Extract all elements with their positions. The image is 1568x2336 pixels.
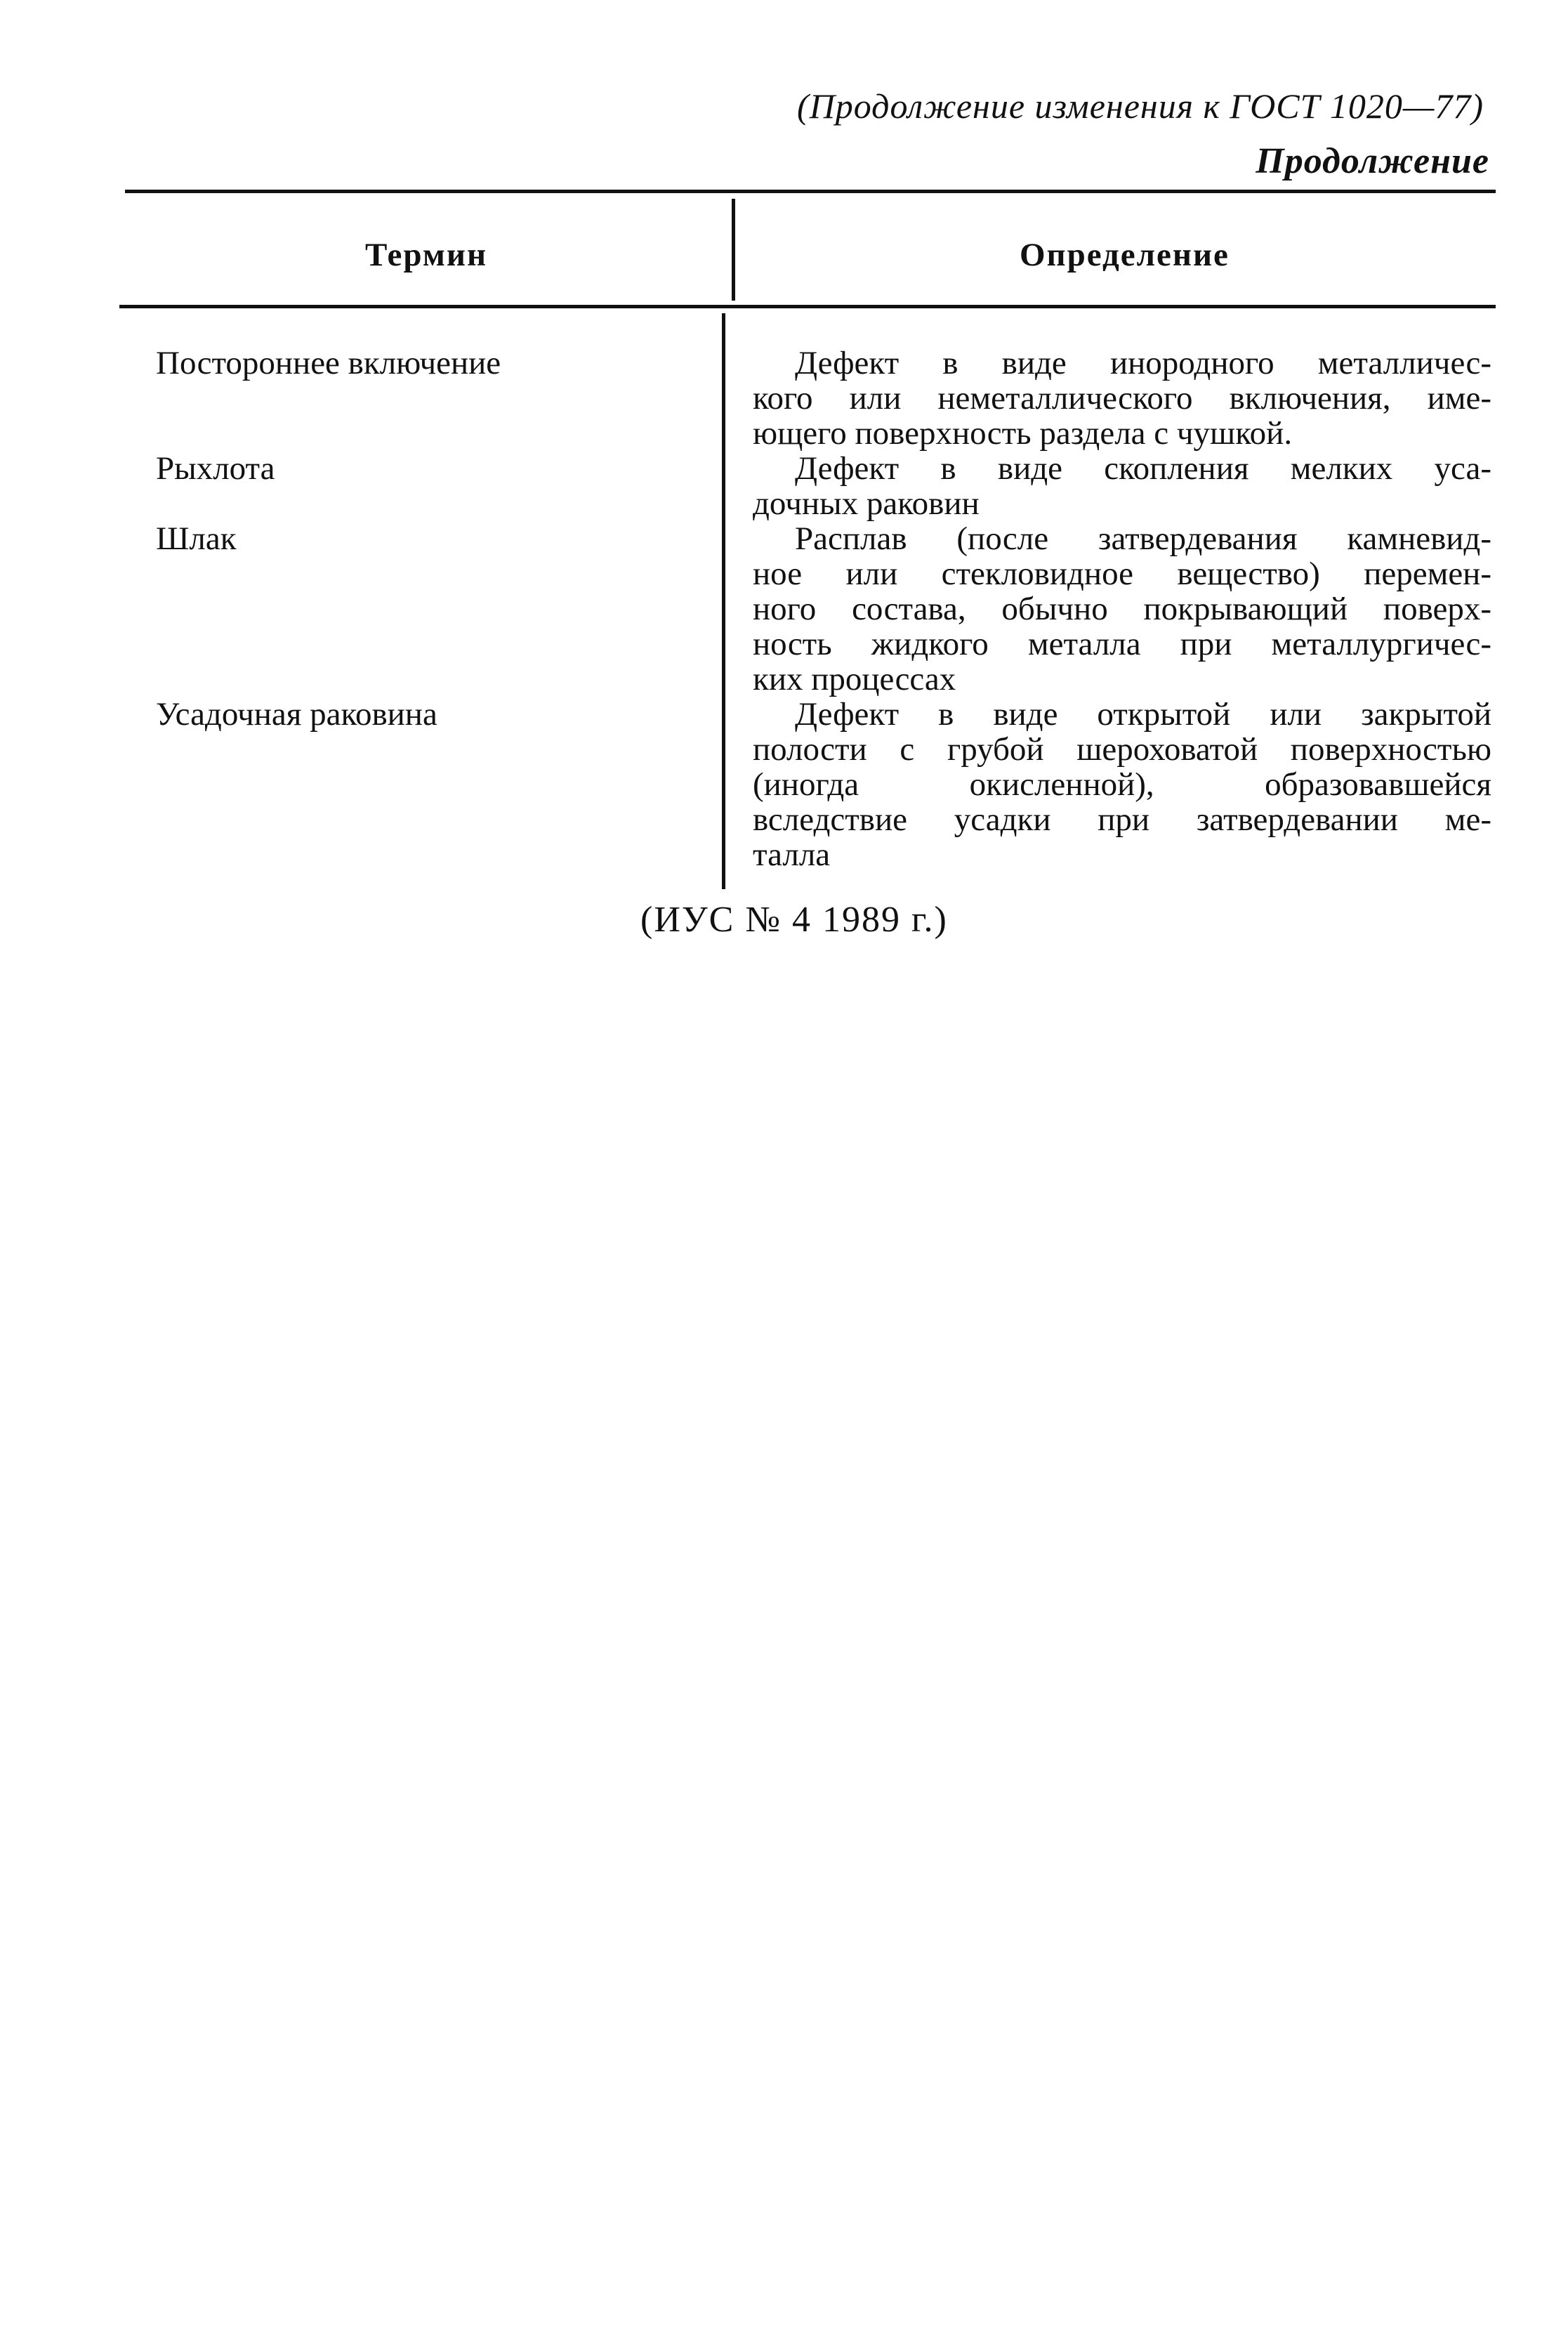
body-column-divider	[722, 313, 725, 889]
amendment-reference: (ИУС № 4 1989 г.)	[640, 900, 948, 940]
continuation-note: (Продолжение изменения к ГОСТ 1020—77)	[797, 86, 1484, 126]
definition-line: Дефект в виде инородного металличес-	[795, 345, 1491, 381]
definition-line: ких процессах	[753, 661, 956, 697]
definition-line: вследствие усадки при затвердевании ме-	[753, 801, 1491, 838]
term-cell: Постороннее включение	[156, 345, 501, 381]
header-column-divider	[732, 199, 735, 301]
definition-cell	[753, 521, 1491, 697]
definition-line: талла	[753, 836, 831, 873]
term-cell: Шлак	[156, 520, 237, 557]
table-header-rule	[119, 305, 1496, 308]
definition-line: ное или стекловидное вещество) перемен-	[753, 556, 1491, 592]
table-top-rule	[125, 190, 1496, 193]
definition-line: ного состава, обычно покрывающий поверх-	[753, 591, 1491, 627]
definition-line: кого или неметаллического включения, име-	[753, 380, 1491, 416]
definition-cell	[753, 451, 1491, 521]
column-header-definition: Определение	[1020, 237, 1230, 273]
definition-line: Расплав (после затвердевания камневид-	[795, 520, 1491, 557]
continuation-label: Продолжение	[1256, 141, 1489, 181]
definition-line: полости с грубой шероховатой поверхностью	[753, 731, 1491, 768]
definition-line: ющего поверхность раздела с чушкой.	[753, 415, 1293, 452]
definition-cell	[753, 346, 1491, 451]
definition-line: (иногда окисленной), образовавшейся	[753, 766, 1491, 803]
definition-cell	[753, 697, 1491, 872]
term-cell: Рыхлота	[156, 450, 275, 487]
definition-line: Дефект в виде скопления мелких уса-	[795, 450, 1491, 487]
definition-line: дочных раковин	[753, 485, 980, 522]
definition-line: Дефект в виде открытой или закрытой	[795, 696, 1491, 733]
term-cell: Усадочная раковина	[156, 696, 437, 733]
definition-line: ность жидкого металла при металлургичес-	[753, 626, 1491, 662]
column-header-term: Термин	[365, 237, 488, 273]
